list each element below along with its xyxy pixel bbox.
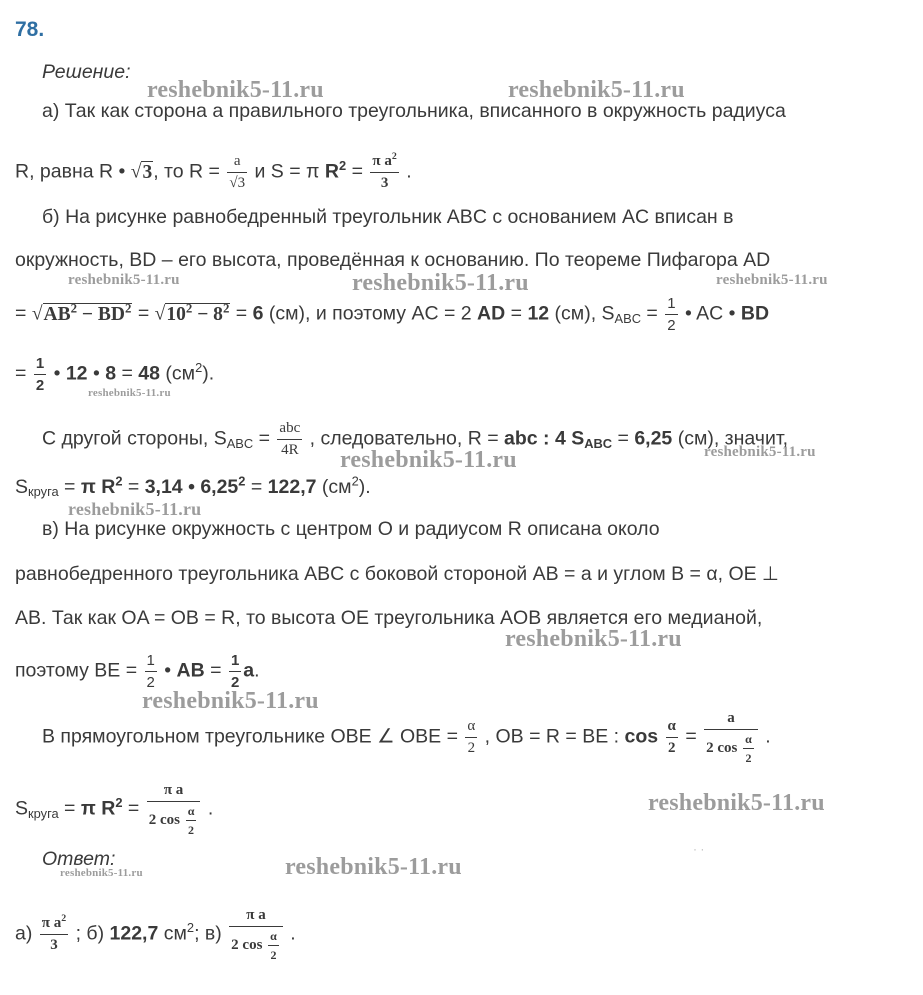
answer-heading: Ответ: [42,848,116,870]
watermark: reshebnik5-11.ru [716,272,828,288]
part-c-line-5: В прямоугольном треугольнике OBE ∠ OBE = $\frac{\alpha}{2}$ , OB = R = BE : cos $\frac{\alpha}{2}$ = a 2 cos $\frac{\alpha}{2}$ . [42,710,771,765]
watermark: reshebnik5-11.ru [704,444,816,460]
solution-heading: Решение: [42,61,131,83]
fraction-one-half-c2: $\frac{1}{2}$ [230,652,240,691]
answer-fraction-c: π a 2 cos $\frac{\alpha}{2}$ [229,908,283,961]
fraction-one-half-bold: $\frac{1}{2}$ [35,355,45,394]
part-a-line-1: а) Так как сторона a правильного треугольника, вписанного в окружность радиуса [42,100,786,122]
fraction-alpha-over-2: $\frac{\alpha}{2}$ [467,718,476,756]
watermark: reshebnik5-11.ru [352,270,529,296]
fraction-one-half-c1: $\frac{1}{2}$ [146,652,155,691]
part-b-line-5: С другой стороны, $S_{ABC}$ = $\frac{\text{abc}}{4R}$ , следовательно, R = abc : 4 $S_{ABC} = 6,25$ (см), значит, [42,420,789,458]
part-b-line-3: = $√AB^2 - BD^2 = √10^2 - 8^2 = 6$ (см), и поэтому AC = 2 AD = 12 (см), $S_{ABC}$ = $\frac{1}{2}$ • AC • BD [15,295,770,334]
watermark: reshebnik5-11.ru [68,272,180,288]
fraction-a-over-sqrt3: $\frac{a}{√3}$ [229,153,246,191]
part-c-line-6: $S_{круга} = \pi$ $R^2$ = π a 2 cos $\frac{\alpha}{2}$ . [15,782,214,837]
watermark: reshebnik5-11.ru [340,447,517,473]
watermark: reshebnik5-11.ru [60,867,143,879]
part-b-line-2: окружность, BD – его высота, проведённая к основанию. По теореме Пифагора AD [15,249,771,271]
fraction-abc-over-4r: $\frac{\text{abc}}{4R}$ [279,420,301,458]
part-b-line-1: б) На рисунке равнобедренный треугольник ABC с основанием AC вписан в [42,206,734,228]
part-c-line-3: AB. Так как OA = OB = R, то высота OE треугольника AOB является его медианой, [15,607,763,629]
watermark: reshebnik5-11.ru [88,387,171,399]
answer-line: а) $\frac{\pi a^2}{3}$ ; б) 122,7 $см^2$; в) π a 2 cos $\frac{\alpha}{2}$ . [15,907,296,962]
sqrt-3: √3 [130,161,153,183]
watermark: reshebnik5-11.ru [508,77,685,103]
part-c-line-1: в) На рисунке окружность с центром O и радиусом R описана около [42,518,660,540]
sqrt-ab2-bd2: $√AB^2 - BD^2$ [31,300,132,325]
answer-fraction-a: $\frac{\pi a^2}{3}$ [41,913,67,953]
decorative-dots: · · [693,842,705,856]
part-b-line-4: = $\frac{1}{2}$ • 12 • 8 = 48 $(см^2)$. [15,355,215,394]
watermark: reshebnik5-11.ru [648,790,825,816]
part-c-line-4: поэтому BE = $\frac{1}{2}$ • AB = $\frac{1}{2}$ a. [15,652,260,691]
fraction-alpha-over-2-bold: $\frac{\alpha}{2}$ [667,718,676,756]
watermark: reshebnik5-11.ru [68,499,202,519]
part-b-line-6: $S_{круга} = \pi$ $R^2 = 3,14$ • $6,25^2 = 122,7$ $(см^2)$. [15,473,371,500]
fraction-pi-a-over-2cos: π a 2 cos $\frac{\alpha}{2}$ [147,783,201,836]
sqrt-10-8: $√10^2 - 8^2$ [154,300,230,325]
problem-number: 78. [15,18,45,41]
watermark: reshebnik5-11.ru [147,77,324,103]
watermark: reshebnik5-11.ru [142,688,319,714]
watermark: reshebnik5-11.ru [285,854,462,880]
fraction-pi-a2-over-3: $\frac{\pi a^2}{3}$ [372,151,397,191]
part-a-line-2: R, равна R • √3, то R = $\frac{a}{√3}$ и S = π $R^2$ = $\frac{\pi a^2}{3}$ . [15,151,412,191]
fraction-one-half: $\frac{1}{2}$ [667,295,676,334]
part-c-line-2: равнобедренного треугольника ABC с боковой стороной AB = a и углом B = α, OE ⊥ [15,563,780,585]
fraction-a-over-2cos: a 2 cos $\frac{\alpha}{2}$ [704,711,758,764]
watermark: reshebnik5-11.ru [505,626,682,652]
